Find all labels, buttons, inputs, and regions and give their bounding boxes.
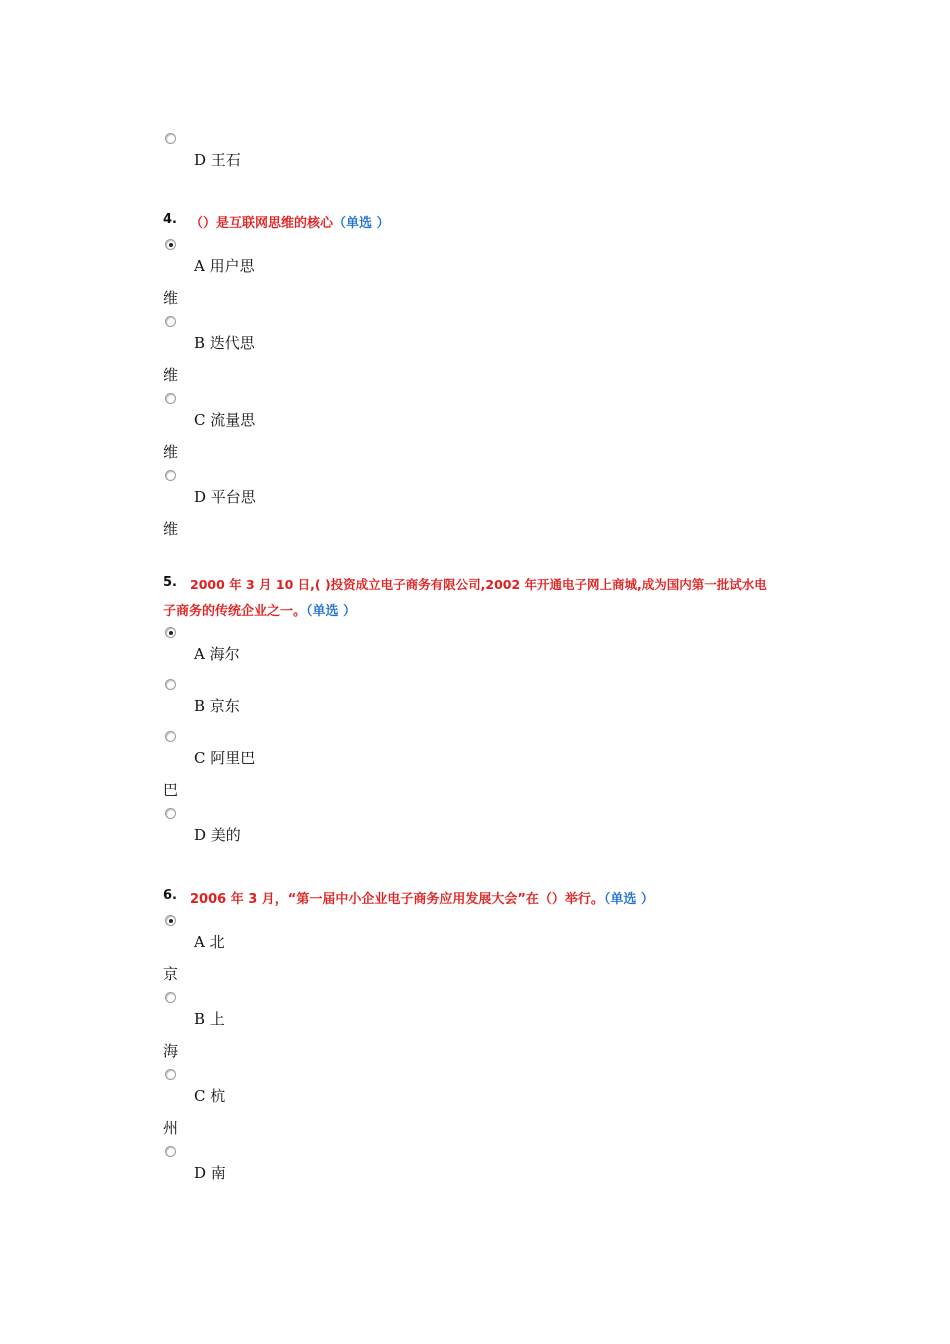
- q6-option-c-wrap: 州: [163, 1119, 179, 1137]
- q4-question-type: （单选 ）: [333, 216, 390, 231]
- q4-option-b-wrap: 维: [163, 366, 179, 384]
- q6-option-d-label: D 南: [194, 1164, 226, 1182]
- q3-option-d-label: D 王石: [194, 151, 241, 169]
- q6-option-c-label: C 杭: [194, 1087, 226, 1105]
- q4-prompt: [190, 212, 390, 231]
- q5-question-text-line2: 子商务的传统企业之一。: [163, 604, 307, 619]
- q5-question-text-line1: 2000 年 3 月 10 日,( )投资成立电子商务有限公司,2002 年开通电子网上商城,成为国内第一批试水电: [190, 577, 767, 592]
- q6-option-a-label: A 北: [194, 933, 225, 951]
- q6-question-text: 2006 年 3 月，“第一届中小企业电子商务应用发展大会”在（）举行。: [190, 892, 604, 907]
- q4-option-a-radio[interactable]: [165, 239, 176, 250]
- q6-option-d-radio[interactable]: [165, 1146, 176, 1157]
- q4-number: 4.: [163, 212, 177, 227]
- q4-option-b-label: B 迭代思: [194, 334, 255, 352]
- q6-prompt: [190, 888, 654, 907]
- q5-prompt-line2: [163, 600, 356, 619]
- q3-option-d-radio[interactable]: [165, 133, 176, 144]
- q6-question-type: （单选 ）: [603, 892, 654, 907]
- q5-option-a-label: A 海尔: [194, 645, 240, 663]
- q5-option-c-radio[interactable]: [165, 731, 176, 742]
- q4-option-b-radio[interactable]: [165, 316, 176, 327]
- q5-option-a-radio[interactable]: [165, 627, 176, 638]
- q4-question-text: （）是互联网思维的核心: [190, 216, 334, 231]
- q6-option-b-radio[interactable]: [165, 992, 176, 1003]
- q4-option-d-label: D 平台思: [194, 488, 256, 506]
- q4-option-d-radio[interactable]: [165, 470, 176, 481]
- q6-option-a-wrap: 京: [163, 965, 179, 983]
- q5-number: 5.: [163, 575, 177, 590]
- q6-option-a-radio[interactable]: [165, 915, 176, 926]
- q5-option-c-wrap: 巴: [163, 781, 179, 799]
- q4-option-c-label: C 流量思: [194, 411, 256, 429]
- q4-option-a-wrap: 维: [163, 289, 179, 307]
- q5-option-b-label: B 京东: [194, 697, 240, 715]
- q6-number: 6.: [163, 888, 177, 903]
- q5-option-d-radio[interactable]: [165, 808, 176, 819]
- q5-question-type: （单选 ）: [306, 604, 357, 619]
- q6-option-b-label: B 上: [194, 1010, 225, 1028]
- q6-option-c-radio[interactable]: [165, 1069, 176, 1080]
- q4-option-c-wrap: 维: [163, 443, 179, 461]
- q5-option-b-radio[interactable]: [165, 679, 176, 690]
- q4-option-c-radio[interactable]: [165, 393, 176, 404]
- q6-option-b-wrap: 海: [163, 1042, 179, 1060]
- q5-option-d-label: D 美的: [194, 826, 241, 844]
- q4-option-d-wrap: 维: [163, 520, 179, 538]
- q4-option-a-label: A 用户思: [194, 257, 255, 275]
- q5-option-c-label: C 阿里巴: [194, 749, 256, 767]
